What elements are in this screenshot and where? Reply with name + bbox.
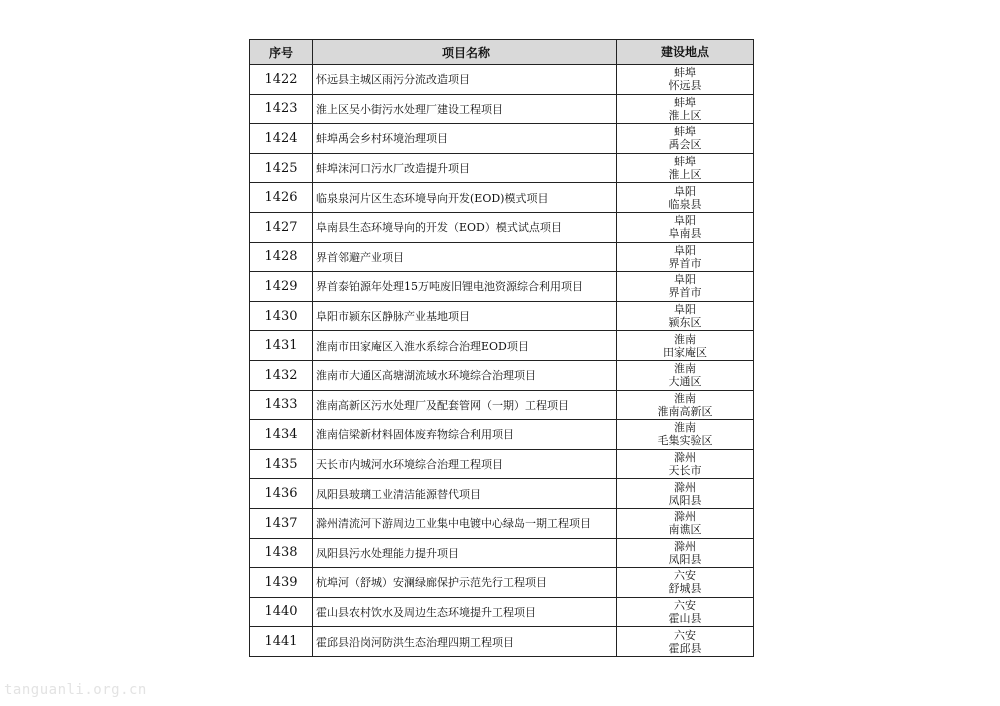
table-row (250, 124, 754, 154)
cell-location (617, 212, 754, 242)
cell-no: 1435 (250, 449, 313, 479)
cell-no: 1438 (250, 538, 313, 568)
location-city: 淮南 (674, 421, 696, 435)
location-city: 滁州 (674, 451, 696, 465)
table-row (250, 65, 754, 95)
location-city: 滁州 (674, 480, 696, 494)
watermark-text: tanguanli.org.cn (4, 682, 147, 698)
cell-location (617, 360, 754, 390)
location-district: 禹会区 (668, 138, 702, 152)
location-city: 蚌埠 (674, 95, 696, 109)
cell-project-name: 淮南信梁新材料固体废弃物综合利用项目 (313, 420, 617, 450)
cell-location (617, 390, 754, 420)
cell-no: 1432 (250, 360, 313, 390)
table-row (250, 420, 754, 450)
location-district: 南谯区 (668, 523, 702, 537)
cell-location (617, 449, 754, 479)
location-city: 淮南 (674, 332, 696, 346)
table-row (250, 183, 754, 213)
location-city: 六安 (674, 569, 696, 583)
location-district: 颍东区 (668, 316, 702, 330)
cell-project-name: 霍邱县沿岗河防洪生态治理四期工程项目 (313, 627, 617, 657)
cell-project-name: 淮南高新区污水处理厂及配套管网（一期）工程项目 (313, 390, 617, 420)
location-city: 阜阳 (674, 214, 696, 228)
cell-project-name: 界首邻避产业项目 (313, 242, 617, 272)
cell-project-name: 蚌埠沫河口污水厂改造提升项目 (313, 153, 617, 183)
cell-project-name: 怀远县主城区雨污分流改造项目 (313, 65, 617, 95)
location-district: 阜南县 (668, 227, 702, 241)
cell-no: 1433 (250, 390, 313, 420)
cell-location (617, 479, 754, 509)
header-no: 序号 (250, 40, 313, 65)
cell-location (617, 65, 754, 95)
cell-no: 1439 (250, 568, 313, 598)
location-district: 天长市 (668, 464, 702, 478)
cell-project-name: 霍山县农村饮水及周边生态环境提升工程项目 (313, 597, 617, 627)
location-district: 霍邱县 (668, 641, 702, 655)
header-location: 建设地点 (617, 40, 754, 65)
cell-location (617, 94, 754, 124)
location-district: 田家庵区 (663, 345, 707, 359)
location-city: 六安 (674, 628, 696, 642)
table-row (250, 94, 754, 124)
cell-no: 1425 (250, 153, 313, 183)
location-city: 阜阳 (674, 303, 696, 317)
cell-project-name: 阜阳市颍东区静脉产业基地项目 (313, 301, 617, 331)
cell-no: 1422 (250, 65, 313, 95)
cell-project-name: 凤阳县污水处理能力提升项目 (313, 538, 617, 568)
cell-location (617, 568, 754, 598)
cell-no: 1423 (250, 94, 313, 124)
cell-location (617, 183, 754, 213)
location-city: 淮南 (674, 391, 696, 405)
table-row (250, 331, 754, 361)
cell-no: 1429 (250, 272, 313, 302)
location-district: 大通区 (668, 375, 702, 389)
cell-no: 1437 (250, 508, 313, 538)
cell-location (617, 272, 754, 302)
table-row (250, 627, 754, 657)
location-district: 淮上区 (668, 108, 702, 122)
cell-project-name: 杭埠河（舒城）安澜绿廊保护示范先行工程项目 (313, 568, 617, 598)
cell-location (617, 597, 754, 627)
location-district: 淮南高新区 (657, 404, 713, 418)
header-name: 项目名称 (313, 40, 617, 65)
cell-project-name: 界首泰铂源年处理15万吨废旧锂电池资源综合利用项目 (313, 272, 617, 302)
cell-location (617, 538, 754, 568)
table-row (250, 272, 754, 302)
cell-project-name: 滁州清流河下游周边工业集中电镀中心绿岛一期工程项目 (313, 508, 617, 538)
location-city: 滁州 (674, 539, 696, 553)
cell-project-name: 凤阳县玻璃工业清洁能源替代项目 (313, 479, 617, 509)
location-city: 蚌埠 (674, 125, 696, 139)
cell-location (617, 301, 754, 331)
cell-no: 1440 (250, 597, 313, 627)
cell-location (617, 420, 754, 450)
table-row (250, 242, 754, 272)
location-district: 怀远县 (668, 79, 702, 93)
location-district: 凤阳县 (668, 493, 702, 507)
cell-no: 1434 (250, 420, 313, 450)
cell-project-name: 淮南市大通区高塘湖流域水环境综合治理项目 (313, 360, 617, 390)
cell-no: 1424 (250, 124, 313, 154)
project-table (249, 39, 754, 657)
cell-no: 1436 (250, 479, 313, 509)
cell-location (617, 153, 754, 183)
location-district: 界首市 (668, 256, 702, 270)
location-city: 淮南 (674, 362, 696, 376)
table-row (250, 449, 754, 479)
table-header-row (250, 40, 754, 65)
location-city: 蚌埠 (674, 155, 696, 169)
location-city: 阜阳 (674, 273, 696, 287)
cell-no: 1427 (250, 212, 313, 242)
location-district: 淮上区 (668, 168, 702, 182)
table-row (250, 360, 754, 390)
cell-project-name: 淮上区吴小街污水处理厂建设工程项目 (313, 94, 617, 124)
cell-location (617, 508, 754, 538)
table-row (250, 508, 754, 538)
location-district: 毛集实验区 (657, 434, 713, 448)
table-row (250, 301, 754, 331)
location-district: 临泉县 (668, 197, 702, 211)
location-city: 六安 (674, 598, 696, 612)
location-district: 凤阳县 (668, 552, 702, 566)
cell-project-name: 临泉泉河片区生态环境导向开发(EOD)模式项目 (313, 183, 617, 213)
table-row (250, 597, 754, 627)
location-city: 滁州 (674, 510, 696, 524)
table-row (250, 153, 754, 183)
cell-project-name: 天长市内城河水环境综合治理工程项目 (313, 449, 617, 479)
cell-project-name: 阜南县生态环境导向的开发（EOD）模式试点项目 (313, 212, 617, 242)
cell-no: 1426 (250, 183, 313, 213)
location-district: 界首市 (668, 286, 702, 300)
cell-no: 1430 (250, 301, 313, 331)
table-row (250, 479, 754, 509)
location-city: 阜阳 (674, 243, 696, 257)
location-city: 蚌埠 (674, 66, 696, 80)
cell-location (617, 242, 754, 272)
cell-no: 1428 (250, 242, 313, 272)
cell-no: 1441 (250, 627, 313, 657)
table-row (250, 390, 754, 420)
cell-project-name: 淮南市田家庵区入淮水系综合治理EOD项目 (313, 331, 617, 361)
cell-project-name: 蚌埠禹会乡村环境治理项目 (313, 124, 617, 154)
location-city: 阜阳 (674, 184, 696, 198)
table-row (250, 538, 754, 568)
cell-location (617, 331, 754, 361)
location-district: 霍山县 (668, 611, 702, 625)
cell-location (617, 627, 754, 657)
table-row (250, 568, 754, 598)
cell-location (617, 124, 754, 154)
cell-no: 1431 (250, 331, 313, 361)
location-district: 舒城县 (668, 582, 702, 596)
table-row (250, 212, 754, 242)
